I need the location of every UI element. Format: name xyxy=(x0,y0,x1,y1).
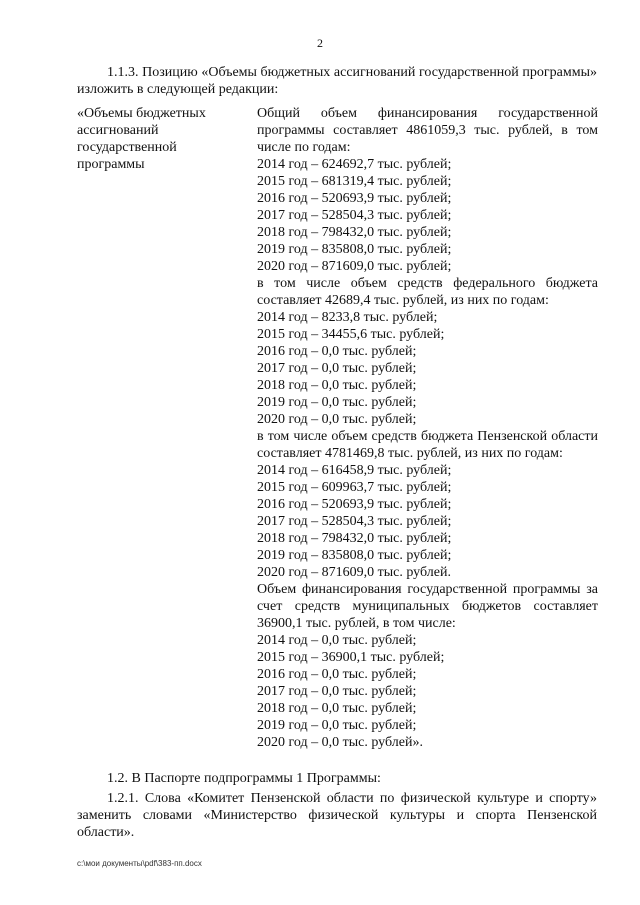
federal-year-line: 2017 год – 0,0 тыс. рублей; xyxy=(257,361,417,376)
words-replacement-paragraph: 1.2.1. Слова «Комитет Пензенской области по физической культуре и спорту» заменить словами «Министерство физической культуры и спорта Пензенской области». xyxy=(77,791,597,840)
intro-paragraph: 1.1.3. Позицию «Объемы бюджетных ассигнований государственной программы» изложить в следующей редакции: xyxy=(77,65,597,97)
total-year-line: 2015 год – 681319,4 тыс. рублей; xyxy=(257,174,452,189)
total-year-line: 2014 год – 624692,7 тыс. рублей; xyxy=(257,157,452,172)
federal-year-line: 2014 год – 8233,8 тыс. рублей; xyxy=(257,310,438,325)
federal-year-line: 2018 год – 0,0 тыс. рублей; xyxy=(257,378,417,393)
municipal-year-line: 2016 год – 0,0 тыс. рублей; xyxy=(257,667,417,682)
regional-year-line: 2019 год – 835808,0 тыс. рублей; xyxy=(257,548,452,563)
total-year-line: 2019 год – 835808,0 тыс. рублей; xyxy=(257,242,452,257)
federal-funding-text: в том числе объем средств федерального бюджета составляет 42689,4 тыс. рублей, из них по годам: xyxy=(257,276,598,308)
municipal-funding-text: Объем финансирования государственной программы за счет средств муниципальных бюджетов составляет 36900,1 тыс. рублей, в том числе: xyxy=(257,582,598,631)
funding-label-line: государственной xyxy=(77,140,177,155)
funding-label-line: ассигнований xyxy=(77,123,159,138)
regional-year-line: 2015 год – 609963,7 тыс. рублей; xyxy=(257,480,452,495)
footer-file-path: c:\мои документы\pdf\383-пп.docx xyxy=(77,859,202,868)
regional-year-line: 2016 год – 520693,9 тыс. рублей; xyxy=(257,497,452,512)
total-year-line: 2017 год – 528504,3 тыс. рублей; xyxy=(257,208,452,223)
municipal-year-line: 2018 год – 0,0 тыс. рублей; xyxy=(257,701,417,716)
municipal-year-line: 2019 год – 0,0 тыс. рублей; xyxy=(257,718,417,733)
funding-label xyxy=(77,105,247,173)
regional-funding-text: в том числе объем средств бюджета Пензенской области составляет 4781469,8 тыс. рублей, из них по годам: xyxy=(257,429,598,461)
municipal-year-line: 2014 год – 0,0 тыс. рублей; xyxy=(257,633,417,648)
municipal-year-line: 2020 год – 0,0 тыс. рублей». xyxy=(257,735,423,750)
page-number: 2 xyxy=(317,36,323,50)
regional-year-line: 2014 год – 616458,9 тыс. рублей; xyxy=(257,463,452,478)
total-year-line: 2020 год – 871609,0 тыс. рублей; xyxy=(257,259,452,274)
regional-year-line: 2017 год – 528504,3 тыс. рублей; xyxy=(257,514,452,529)
federal-year-line: 2019 год – 0,0 тыс. рублей; xyxy=(257,395,417,410)
federal-year-line: 2016 год – 0,0 тыс. рублей; xyxy=(257,344,417,359)
subprogram-paragraph: 1.2. В Паспорте подпрограммы 1 Программы: xyxy=(107,771,381,786)
regional-year-line: 2020 год – 871609,0 тыс. рублей. xyxy=(257,565,451,580)
funding-details xyxy=(257,105,598,751)
funding-label-line: «Объемы бюджетных xyxy=(77,106,206,121)
regional-year-line: 2018 год – 798432,0 тыс. рублей; xyxy=(257,531,452,546)
funding-label-line: программы xyxy=(77,157,145,172)
total-year-line: 2018 год – 798432,0 тыс. рублей; xyxy=(257,225,452,240)
municipal-year-line: 2017 год – 0,0 тыс. рублей; xyxy=(257,684,417,699)
total-funding-text: Общий объем финансирования государственной программы составляет 4861059,3 тыс. рублей, в том числе по годам: xyxy=(257,106,598,155)
municipal-year-line: 2015 год – 36900,1 тыс. рублей; xyxy=(257,650,445,665)
total-year-line: 2016 год – 520693,9 тыс. рублей; xyxy=(257,191,452,206)
federal-year-line: 2015 год – 34455,6 тыс. рублей; xyxy=(257,327,445,342)
federal-year-line: 2020 год – 0,0 тыс. рублей; xyxy=(257,412,417,427)
